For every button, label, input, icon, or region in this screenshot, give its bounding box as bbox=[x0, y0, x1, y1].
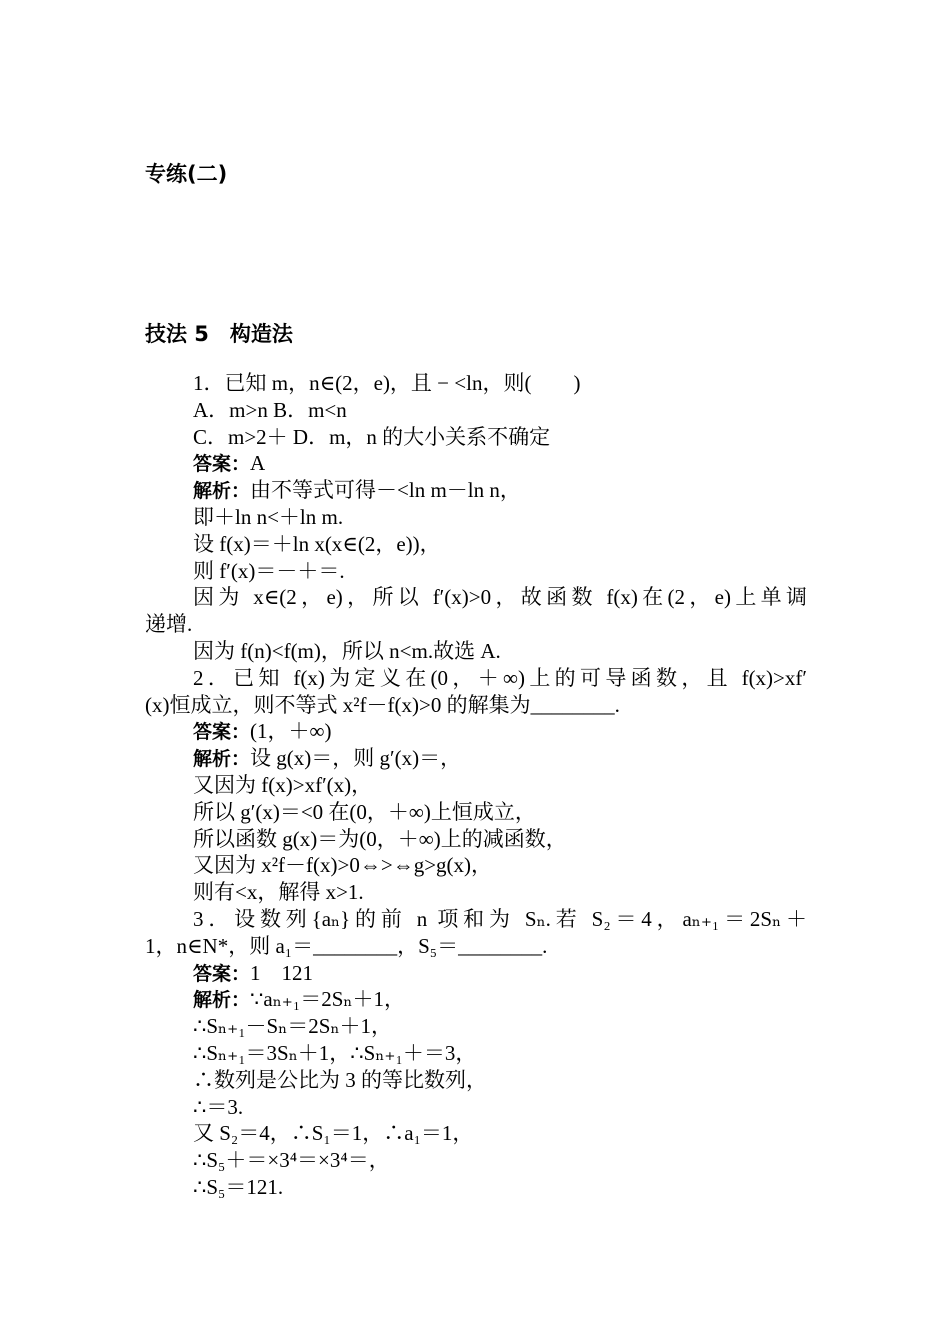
text-line bbox=[145, 1067, 807, 1094]
text-line bbox=[145, 960, 807, 987]
line-text: 设 g(x)＝，则 g′(x)＝， bbox=[250, 746, 462, 771]
text-line bbox=[145, 826, 807, 853]
answer-label: 答案： bbox=[193, 453, 251, 476]
text-line bbox=[145, 370, 807, 397]
text-line bbox=[145, 692, 807, 719]
text-line bbox=[145, 772, 807, 799]
text-line bbox=[145, 879, 807, 906]
page-title: 专练(二) bbox=[145, 162, 228, 186]
line-text: (1，＋∞) bbox=[250, 719, 332, 744]
text-line bbox=[145, 1174, 807, 1201]
line-text: 又因为 f(x)>xf′(x)， bbox=[193, 772, 373, 797]
text-line bbox=[145, 933, 807, 960]
line-text: ∴S₅＋＝×3⁴＝×3⁴＝， bbox=[193, 1148, 390, 1173]
line-text: 则 f′(x)＝－＋＝. bbox=[193, 558, 345, 583]
text-line bbox=[145, 665, 807, 692]
line-text: 所以 g′(x)＝<0 在(0，＋∞)上恒成立， bbox=[193, 799, 536, 824]
answer-label: 答案： bbox=[193, 721, 251, 744]
line-text: 又 S₂＝4，∴S₁＝1，∴a₁＝1， bbox=[193, 1121, 474, 1146]
analysis-label: 解析： bbox=[193, 748, 251, 771]
line-text: ∵aₙ₊₁＝2Sₙ＋1， bbox=[250, 987, 405, 1012]
analysis-label: 解析： bbox=[193, 480, 251, 503]
text-line bbox=[145, 1013, 807, 1040]
line-text: ∴＝3. bbox=[193, 1094, 244, 1119]
text-line bbox=[145, 477, 807, 504]
text-line bbox=[145, 1040, 807, 1067]
line-text: A．m>n B．m<n bbox=[193, 397, 347, 422]
text-line bbox=[145, 611, 807, 638]
line-text: ∴Sₙ₊₁＝3Sₙ＋1，∴Sₙ₊₁＋＝3， bbox=[193, 1040, 477, 1065]
line-text: 即＋ln n<＋ln m. bbox=[193, 504, 344, 529]
line-text: 递增. bbox=[145, 612, 193, 637]
text-line bbox=[145, 531, 807, 558]
line-text: ∴Sₙ₊₁－Sₙ＝2Sₙ＋1， bbox=[193, 1014, 393, 1039]
text-line bbox=[145, 852, 807, 879]
line-text: 因为 x∈(2，e)，所以 f′(x)>0，故函数 f(x)在(2，e)上单调 bbox=[193, 585, 807, 610]
text-line bbox=[145, 799, 807, 826]
section-heading: 技法 5 构造法 bbox=[145, 322, 293, 346]
line-text: 又因为 x²f－f(x)>0⇔>⇔g>g(x)， bbox=[193, 853, 493, 878]
text-line bbox=[145, 504, 807, 531]
line-text: 1，n∈N*，则 a₁＝________，S₅＝________. bbox=[145, 933, 548, 958]
line-text: 所以函数 g(x)＝为(0，＋∞)上的减函数， bbox=[193, 826, 567, 851]
line-text: 设 f(x)＝＋ln x(x∈(2，e))， bbox=[193, 531, 441, 556]
text-line bbox=[145, 986, 807, 1013]
text-line bbox=[145, 638, 807, 665]
text-line bbox=[145, 450, 807, 477]
line-text: 因为 f(n)<f(m)，所以 n<m.故选 A. bbox=[193, 638, 501, 663]
answer-label: 答案： bbox=[193, 962, 251, 985]
line-text: 1 121 bbox=[250, 960, 314, 985]
text-line bbox=[145, 584, 807, 611]
line-text: ∴S₅＝121. bbox=[193, 1174, 284, 1199]
text-line bbox=[145, 906, 807, 933]
line-text: A bbox=[250, 451, 266, 476]
line-text: (x)恒成立，则不等式 x²f－f(x)>0 的解集为________. bbox=[145, 692, 620, 717]
text-line bbox=[145, 1147, 807, 1174]
text-line bbox=[145, 1094, 807, 1121]
line-text: 3．设数列{aₙ}的前 n 项和为 Sₙ.若 S₂＝4，aₙ₊₁＝2Sₙ＋ bbox=[193, 906, 807, 931]
line-text: C．m>2＋ D．m，n 的大小关系不确定 bbox=[193, 424, 551, 449]
line-text: 2．已知 f(x)为定义在(0，＋∞)上的可导函数，且 f(x)>xf′ bbox=[193, 665, 807, 690]
analysis-label: 解析： bbox=[193, 989, 251, 1012]
line-text: ∴数列是公比为 3 的等比数列， bbox=[193, 1067, 487, 1092]
line-text: 由不等式可得－<ln m－ln n， bbox=[250, 478, 521, 503]
text-line bbox=[145, 397, 807, 424]
document-body bbox=[145, 370, 807, 1201]
text-line bbox=[145, 424, 807, 451]
text-line bbox=[145, 745, 807, 772]
text-line bbox=[145, 718, 807, 745]
text-line bbox=[145, 1120, 807, 1147]
text-line bbox=[145, 558, 807, 585]
line-text: 则有<x，解得 x>1. bbox=[193, 880, 364, 905]
line-text: 1．已知 m，n∈(2，e)，且 − <ln，则( ) bbox=[193, 371, 581, 395]
